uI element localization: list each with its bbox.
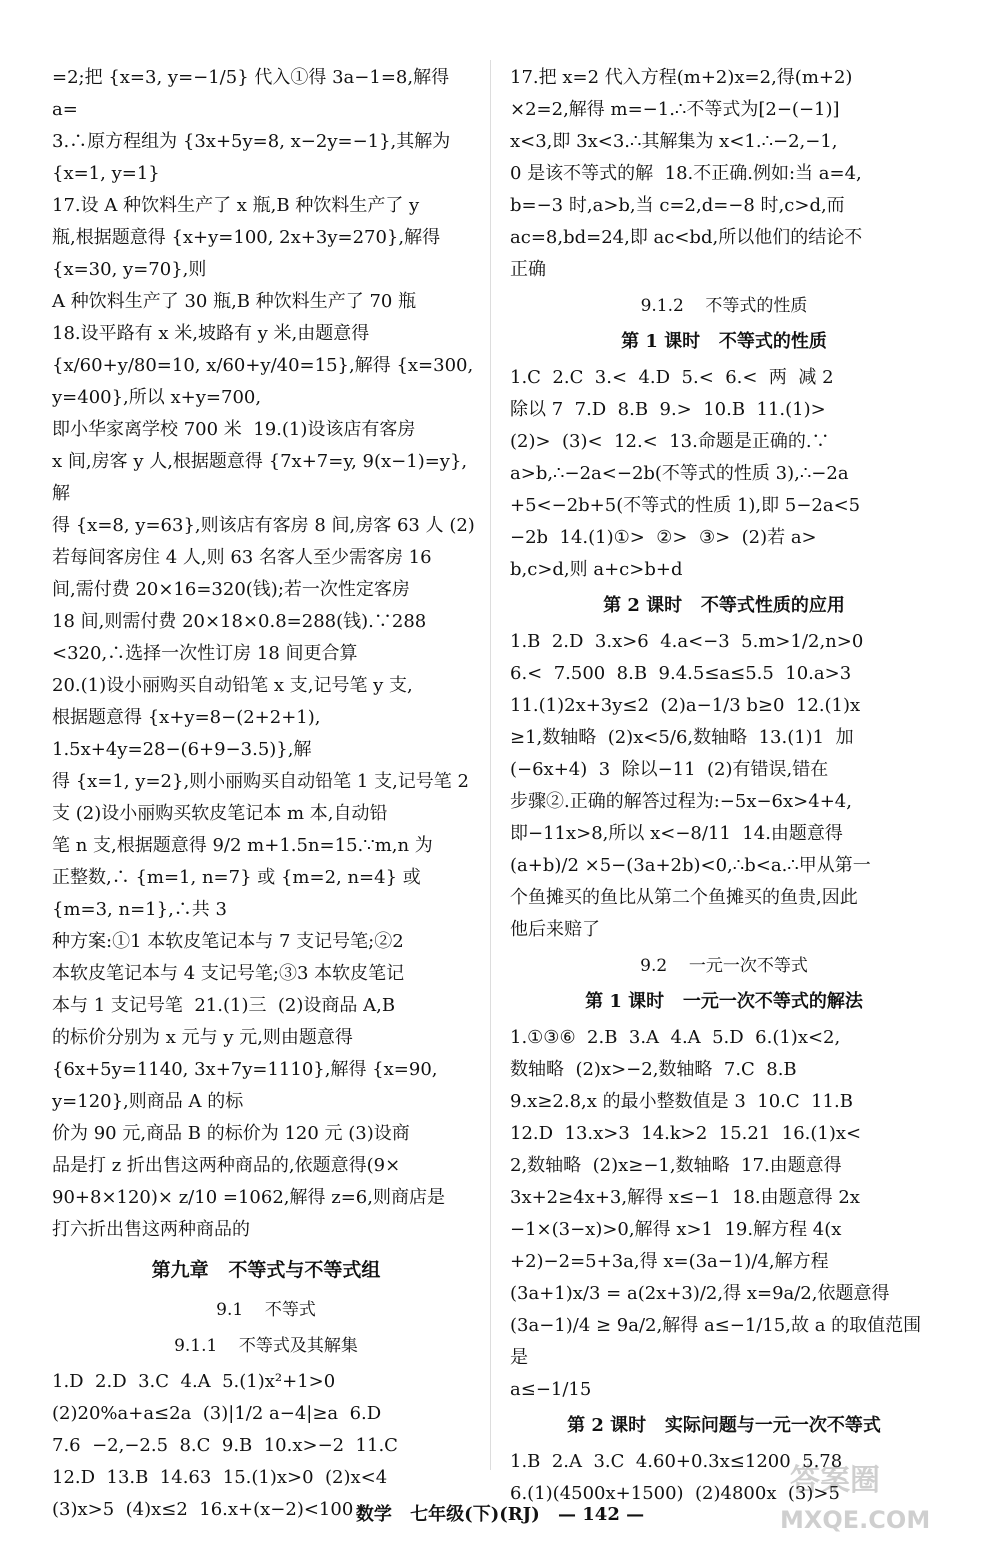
answer-line: x<3,即 3x<3.∴其解集为 x<1.∴−2,−1, <box>510 131 838 152</box>
answer-line: 数轴略 (2)x>−2,数轴略 7.C 8.B <box>510 1059 797 1080</box>
answer-line: 11.(1)2x+3y≤2 (2)a−1/3 b≥0 12.(1)x <box>510 695 861 716</box>
page-number: — 142 — <box>558 1504 645 1525</box>
answer-line: (3)x>5 (4)x≤2 16.x+(x−2)<100 <box>52 1499 354 1520</box>
answer-line: 3x+2≥4x+3,解得 x≤−1 18.由题意得 2x <box>510 1187 860 1208</box>
section-heading: 9.1 不等式 <box>216 1300 316 1320</box>
answer-line: 个鱼摊买的鱼比从第二个鱼摊买的鱼贵,因此 <box>510 887 858 908</box>
answer-line: +5<−2b+5(不等式的性质 1),即 5−2a<5 <box>510 495 861 516</box>
answer-line: 价为 90 元,商品 B 的标价为 120 元 (3)设商 <box>52 1123 410 1144</box>
answer-line: 间,需付费 20×16=320(钱);若一次性定客房 <box>52 579 410 600</box>
subsection-heading: 9.1.2 不等式的性质 <box>640 296 808 316</box>
watermark-logo <box>770 1450 980 1540</box>
answer-line: 17.把 x=2 代入方程(m+2)x=2,得(m+2) <box>510 67 853 88</box>
answer-line: 9.x≥2.8,x 的最小整数值是 3 10.C 11.B <box>510 1091 853 1112</box>
answer-line: −1×(3−x)>0,解得 x>1 19.解方程 4(x <box>510 1219 842 1240</box>
answer-line: b,c>d,则 a+c>b+d <box>510 559 683 580</box>
answer-line: 正确 <box>510 259 546 280</box>
answer-line: b=−3 时,a>b,当 c=2,d=−8 时,c>d,而 <box>510 195 845 216</box>
answer-line: (a+b)/2 ×5−(3a+2b)<0,∴b<a.∴甲从第一 <box>510 855 871 876</box>
answer-line: 得 {x=1, y=2},则小丽购买自动铅笔 1 支,记号笔 2 <box>52 771 469 792</box>
watermark-top: 答案圈 <box>790 1463 880 1498</box>
answer-line: 2,数轴略 (2)x≥−1,数轴略 17.由题意得 <box>510 1155 842 1176</box>
answer-line: 1.C 2.C 3.< 4.D 5.< 6.< 两 减 2 <box>510 367 834 388</box>
answer-line: 17.设 A 种饮料生产了 x 瓶,B 种饮料生产了 y <box>52 195 420 216</box>
answer-line: 即小华家离学校 700 米 19.(1)设该店有客房 <box>52 419 416 440</box>
answer-line: 种方案:①1 本软皮笔记本与 7 支记号笔;②2 <box>52 931 404 952</box>
answer-line: −2b 14.(1)①> ②> ③> (2)若 a> <box>510 527 817 548</box>
answer-line: 1.D 2.D 3.C 4.A 5.(1)x²+1>0 <box>52 1371 336 1392</box>
answer-line: 12.D 13.x>3 14.k>2 15.21 16.(1)x< <box>510 1123 862 1144</box>
answer-line: {6x+5y=1140, 3x+7y=1110},解得 {x=90, y=120},则商品 A 的标 <box>52 1059 444 1112</box>
right-column <box>510 62 938 1510</box>
answer-line: +2)−2=5+3a,得 x=(3a−1)/4,解方程 <box>510 1251 829 1272</box>
answer-line: 的标价分别为 x 元与 y 元,则由题意得 <box>52 1027 353 1048</box>
watermark-bottom: MXQE.COM <box>780 1506 931 1534</box>
lesson-title: 第 1 课时 不等式的性质 <box>621 331 827 352</box>
answer-line: 正整数,∴ {m=1, n=7} 或 {m=2, n=4} 或 {m=3, n=1},∴共 3 <box>52 867 427 920</box>
answer-line: 打六折出售这两种商品的 <box>52 1219 250 1240</box>
answer-line: 他后来赔了 <box>510 919 600 940</box>
answer-line: 支 (2)设小丽购买软皮笔记本 m 本,自动铅 <box>52 803 388 824</box>
answer-line: 1.B 2.A 3.C 4.60+0.3x≤1200 5.78 <box>510 1451 843 1472</box>
answer-line: 1.B 2.D 3.x>6 4.a<−3 5.m>1/2,n>0 <box>510 631 864 652</box>
answer-line: x 间,房客 y 人,根据题意得 {7x+7=y, 9(x−1)=y},解 <box>52 451 468 504</box>
answer-line: 品是打 z 折出售这两种商品的,依题意得(9× <box>52 1155 401 1176</box>
answer-line: (−6x+4) 3 除以−11 (2)有错误,错在 <box>510 759 829 780</box>
answer-line: a≤−1/15 <box>510 1379 592 1400</box>
answer-line: 20.(1)设小丽购买自动铅笔 x 支,记号笔 y 支, <box>52 675 413 696</box>
answer-line: {x/60+y/80=10, x/60+y/40=15},解得 {x=300, y=400},所以 x+y=700, <box>52 355 479 408</box>
answer-line: (3a−1)/4 ≥ 9a/2,解得 a≤−1/15,故 a 的取值范围是 <box>510 1315 922 1368</box>
answer-line: <320,∴选择一次性订房 18 间更合算 <box>52 643 358 664</box>
answer-line: 本与 1 支记号笔 21.(1)三 (2)设商品 A,B <box>52 995 396 1016</box>
answer-line: ac=8,bd=24,即 ac<bd,所以他们的结论不 <box>510 227 863 248</box>
answer-line: 步骤②.正确的解答过程为:−5x−6x>4+4, <box>510 791 852 812</box>
answer-line: 0 是该不等式的解 18.不正确.例如:当 a=4, <box>510 163 862 184</box>
answer-line: 本软皮笔记本与 4 支记号笔;③3 本软皮笔记 <box>52 963 405 984</box>
answer-line: 18 间,则需付费 20×18×0.8=288(钱).∵288 <box>52 611 427 632</box>
answer-line: 6.< 7.500 8.B 9.4.5≤a≤5.5 10.a>3 <box>510 663 852 684</box>
answer-line: A 种饮料生产了 30 瓶,B 种饮料生产了 70 瓶 <box>52 291 417 312</box>
footer-subject: 数学 <box>355 1504 392 1525</box>
lesson-title: 第 2 课时 不等式性质的应用 <box>603 595 845 616</box>
answer-line: 若每间客房住 4 人,则 63 名客人至少需客房 16 <box>52 547 432 568</box>
answer-line: (3a+1)x/3 = a(2x+3)/2,得 x=9a/2,依题意得 <box>510 1283 890 1304</box>
answer-line: 即−11x>8,所以 x<−8/11 14.由题意得 <box>510 823 843 844</box>
answer-line: 除以 7 7.D 8.B 9.> 10.B 11.(1)> <box>510 399 826 420</box>
column-divider <box>490 60 491 1470</box>
answer-line: 得 {x=8, y=63},则该店有客房 8 间,房客 63 人 (2) <box>52 515 475 536</box>
answer-line: 90+8×120)× z/10 =1062,解得 z=6,则商店是 <box>52 1187 445 1208</box>
answer-line: 12.D 13.B 14.63 15.(1)x>0 (2)x<4 <box>52 1467 388 1488</box>
answer-line: =2;把 {x=3, y=−1/5} 代入①得 3a−1=8,解得 a= <box>52 67 455 120</box>
answer-line: 瓶,根据题意得 {x+y=100, 2x+3y=270},解得 {x=30, y=70},则 <box>52 227 446 280</box>
answer-line: (2)20%a+a≤2a (3)|1/2 a−4|≥a 6.D <box>52 1403 382 1424</box>
answer-line: 根据题意得 {x+y=8−(2+2+1), 1.5x+4y=28−(6+9−3.5)},解 <box>52 707 327 760</box>
answer-line: 7.6 −2,−2.5 8.C 9.B 10.x>−2 11.C <box>52 1435 398 1456</box>
lesson-title: 第 1 课时 一元一次不等式的解法 <box>585 991 863 1012</box>
chapter-title: 第九章 不等式与不等式组 <box>151 1259 381 1281</box>
answer-line: 6.(1)(4500x+1500) (2)4800x (3)>5 <box>510 1483 840 1504</box>
answer-line: 1.①③⑥ 2.B 3.A 4.A 5.D 6.(1)x<2, <box>510 1027 841 1048</box>
footer-grade: 七年级(下)(RJ) <box>410 1504 540 1525</box>
lesson-title: 第 2 课时 实际问题与一元一次不等式 <box>567 1415 881 1436</box>
answer-line: 18.设平路有 x 米,坡路有 y 米,由题意得 <box>52 323 370 344</box>
answer-line: ×2=2,解得 m=−1.∴不等式为[2−(−1)] <box>510 99 840 120</box>
answer-line: (2)> (3)< 12.< 13.命题是正确的.∵ <box>510 431 830 452</box>
answer-line: a>b,∴−2a<−2b(不等式的性质 3),∴−2a <box>510 463 849 484</box>
subsection-heading: 9.1.1 不等式及其解集 <box>174 1336 358 1356</box>
left-column <box>52 62 480 1526</box>
answer-line: 3.∴原方程组为 {3x+5y=8, x−2y=−1},其解为 {x=1, y=1} <box>52 131 457 184</box>
section-heading: 9.2 一元一次不等式 <box>640 956 808 976</box>
answer-line: ≥1,数轴略 (2)x<5/6,数轴略 13.(1)1 加 <box>510 727 854 748</box>
answer-line: 笔 n 支,根据题意得 9/2 m+1.5n=15.∵m,n 为 <box>52 835 433 856</box>
